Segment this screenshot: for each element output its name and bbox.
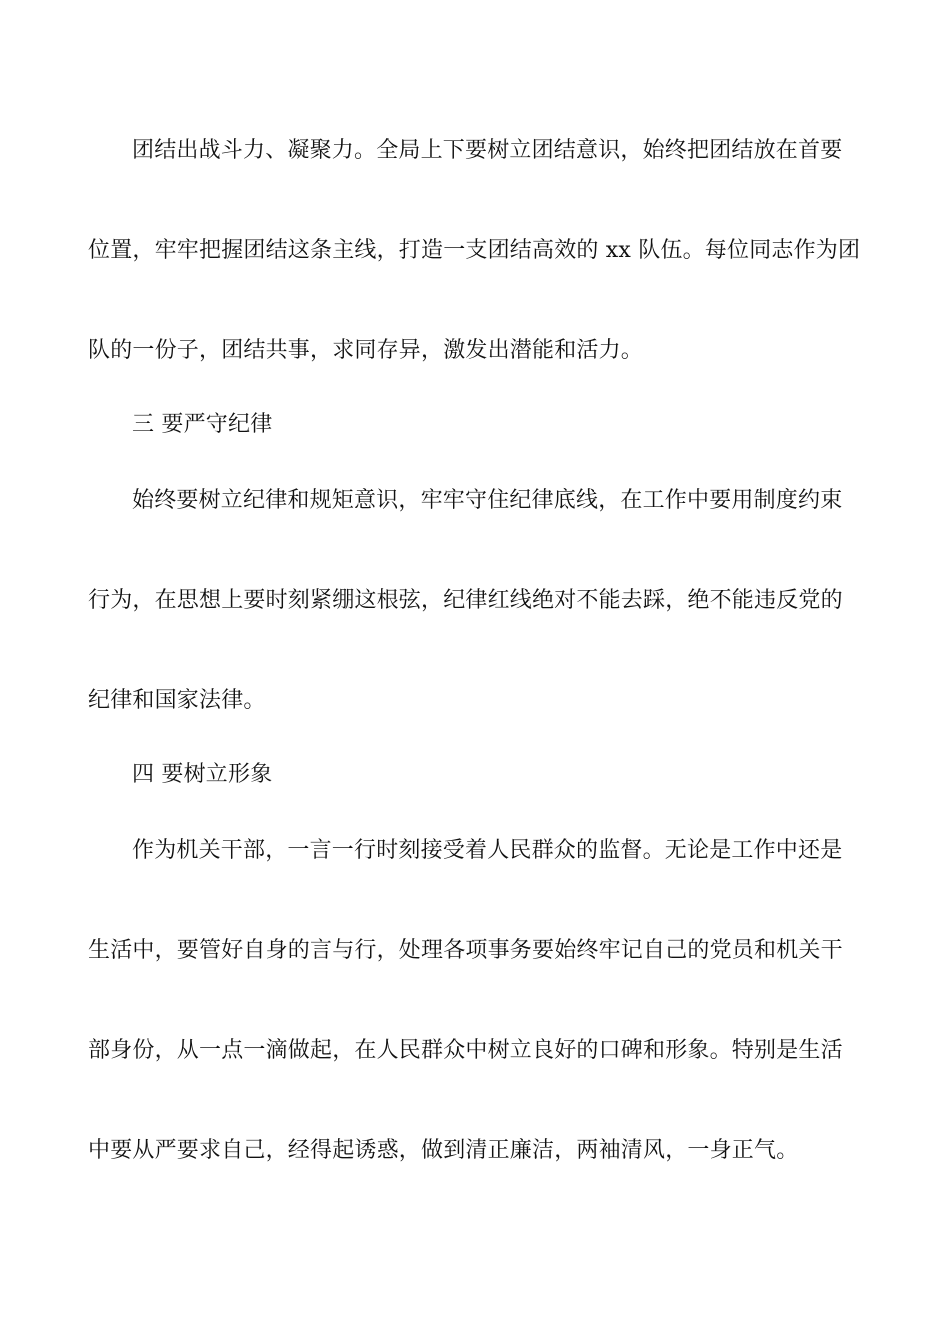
paragraph-line: 位置，牢牢把握团结这条主线，打造一支团结高效的 xx 队伍。每位同志作为团 — [88, 238, 861, 263]
paragraph-line: 纪律和国家法律。 — [88, 688, 266, 713]
section-heading: 四 要树立形象 — [132, 762, 273, 787]
paragraph-line: 团结出战斗力、凝聚力。全局上下要树立团结意识，始终把团结放在首要 — [132, 138, 843, 163]
paragraph-line: 部身份，从一点一滴做起，在人民群众中树立良好的口碑和形象。特别是生活 — [88, 1038, 843, 1063]
paragraph-line: 队的一份子，团结共事，求同存异，激发出潜能和活力。 — [88, 338, 644, 363]
paragraph-line: 中要从严要求自己，经得起诱惑，做到清正廉洁，两袖清风，一身正气。 — [88, 1138, 799, 1163]
paragraph-line: 始终要树立纪律和规矩意识，牢牢守住纪律底线，在工作中要用制度约束 — [132, 488, 843, 513]
paragraph-line: 作为机关干部，一言一行时刻接受着人民群众的监督。无论是工作中还是 — [132, 838, 843, 863]
section-heading: 三 要严守纪律 — [132, 412, 273, 437]
paragraph-line: 行为，在思想上要时刻紧绷这根弦，纪律红线绝对不能去踩，绝不能违反党的 — [88, 588, 843, 613]
paragraph-line: 生活中，要管好自身的言与行，处理各项事务要始终牢记自己的党员和机关干 — [88, 938, 843, 963]
